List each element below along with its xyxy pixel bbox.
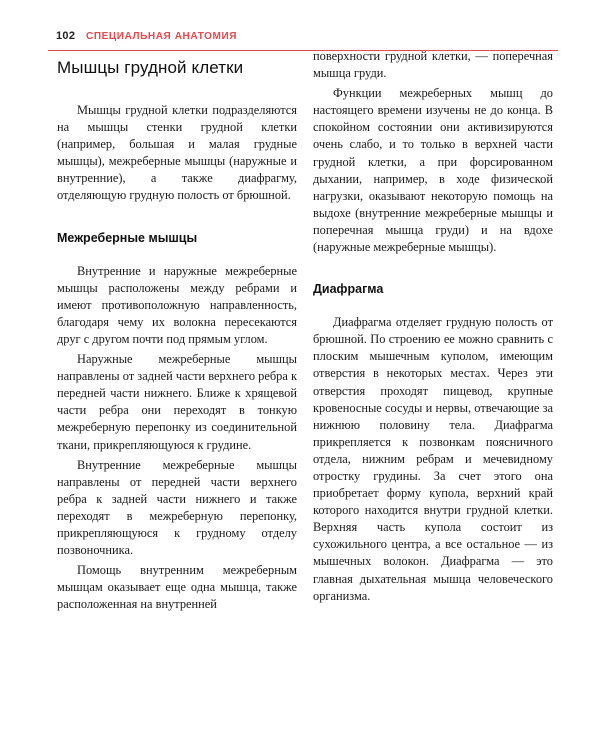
left-column: [57, 48, 297, 613]
body-paragraph: Диафрагма отделяет грудную полость от брюшной. По строению ее можно сравнить с плоским мышечным куполом, имеющим отверстия в некоторых местах. Через эти отверстия проходят пищевод, крупные кровеносные сосуды и нервы, отвечающие за нижнюю половину тела. Диафрагма прикрепляется к позвонкам поясничного отдела, нижним ребрам и мечевидному отростку грудины. За счет этого она приобретает форму купола, верхний край которого находится внутри грудной клетки. Верхняя часть купола состоит из сухожильного центра, а все остальное — из мышечных волокон. Диафрагма — это главная дыхательная мышца человеческого организма.: [313, 315, 553, 603]
chapter-title: Мышцы грудной клетки: [57, 58, 244, 77]
page-number: 102: [56, 30, 76, 42]
body-paragraph: Помощь внутренним межреберным мышцам оказывает еще одна мышца, также расположенная на внутренней: [57, 563, 297, 612]
subheading-diaphragm: Диафрагма: [313, 282, 384, 297]
body-paragraph: Внутренние межреберные мышцы направлены от передней части верхнего ребра к задней части нижнего и также переходят в межреберную перепонку, прикрепляющуюся к грудному отделу позвоночника.: [57, 457, 297, 558]
body-paragraph: Функции межреберных мышц до настоящего времени изучены не до конца. В спокойном состоянии они активизируются очень слабо, и то только в верхней части грудной клетки, а при форсированном дыхании, например, в ходе физической нагрузки, оказывают некоторую помощь на выдохе (внутренние межреберные мышцы и поперечная мышца груди) и на вдохе (наружные межреберные мышцы).: [313, 86, 553, 255]
right-column: [313, 48, 553, 605]
subheading-intercostal: Межреберные мышцы: [57, 230, 198, 245]
body-paragraph: Наружные межреберные мышцы направлены от задней части верхнего ребра к передней части нижнего. Ближе к хрящевой части ребра они переходят в тонкую межреберную перепонку из соединительной ткани, прикрепляющуюся к грудине.: [57, 352, 297, 452]
continued-paragraph: поверхности грудной клетки, — поперечная мышца груди.: [313, 49, 553, 81]
body-paragraph: Внутренние и наружные межреберные мышцы расположены между ребрами и имеют противоположную направленность, благодаря чему их волокна пересекаются друг с другом почти под прямым углом.: [57, 263, 297, 346]
intro-paragraph: Мышцы грудной клетки подразделяются на мышцы стенки грудной клетки (например, большая и малая грудные мышцы), межреберные мышцы (наружные и внутренние), а также диафрагму, отделяющую грудную полость от брюшной.: [57, 103, 297, 203]
running-section-title: СПЕЦИАЛЬНАЯ АНАТОМИЯ: [86, 31, 238, 42]
